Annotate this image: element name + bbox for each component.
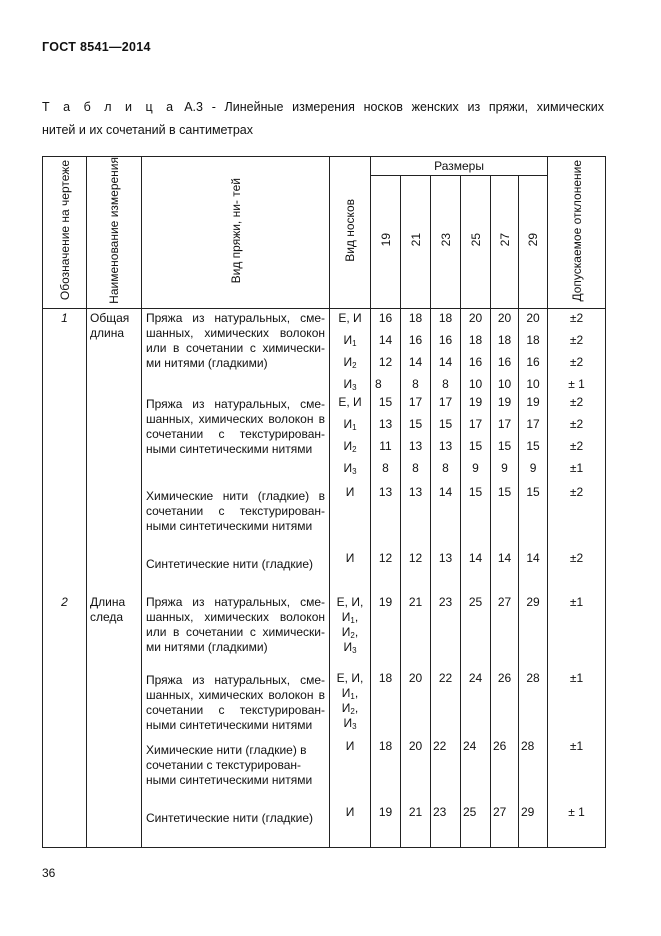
sock-type-cell: Е, И $И_1$ $И_2$ $И_3$ Е, И $И_1$ $И_2$ $И_3$ И И xyxy=(330,308,371,593)
yarn-cell: Пряжа из натуральных, сме- шанных, химических волокон или в сочетании с химически- ми нитями (гладкими) Пряжа из натуральных, сме- шанных, химических волокон в сочетании с текстурирован- ными синтетическими нитями Химические нити (гладкие) в сочетании с текстурирован- ными синтетическими нитями Синтетические нити (гладкие) xyxy=(142,593,330,848)
header-measurement: Наименование измерения xyxy=(87,157,142,309)
measurements-table xyxy=(42,156,606,848)
sock-multi: Е, И, $И_1$, $И_2$, $И_3$ xyxy=(336,594,364,655)
size-col: 27 26 26 27 xyxy=(491,593,519,848)
header-size: 25 xyxy=(461,176,491,309)
tolerance-cell: ±1 ±1 ±1 ± 1 xyxy=(548,593,606,848)
sock-multi: Е, И, $И_1$, $И_2$, $И_3$ xyxy=(336,670,364,731)
size-col: 20 18 16 10 19 17 15 9 15 14 xyxy=(491,308,519,593)
size-col: 25 24 24 25 xyxy=(461,593,491,848)
size-col: 29 28 28 29 xyxy=(519,593,548,848)
designation-cell: 1 xyxy=(43,308,87,593)
header-sock-type: Вид носков xyxy=(330,157,371,309)
page-number: 36 xyxy=(42,866,56,880)
header-size: 19 xyxy=(371,176,401,309)
measurement-cell: Длина следа xyxy=(87,593,142,848)
caption-number: А.3 xyxy=(184,100,203,114)
table-row xyxy=(43,308,606,593)
measurement-cell: Общая длина xyxy=(87,308,142,593)
size-col: 16 14 12 8 15 13 11 8 13 12 xyxy=(371,308,401,593)
size-col: 23 22 22 23 xyxy=(431,593,461,848)
header-size: 21 xyxy=(401,176,431,309)
table-caption-line2: нитей и их сочетаний в сантиметрах xyxy=(42,123,253,137)
size-col: 19 18 18 19 xyxy=(371,593,401,848)
size-col: 18 16 14 8 17 15 13 8 14 13 xyxy=(431,308,461,593)
header-size: 23 xyxy=(431,176,461,309)
designation-cell: 2 xyxy=(43,593,87,848)
size-col: 21 20 20 21 xyxy=(401,593,431,848)
header-yarn-type: Вид пряжи, ни- тей xyxy=(142,157,330,309)
tolerance-cell: ±2 ±2 ±2 ± 1 ±2 ±2 ±2 ±1 ±2 ±2 xyxy=(548,308,606,593)
caption-label: Т а б л и ц а xyxy=(42,100,176,114)
size-col: 18 16 14 8 17 15 13 8 13 12 xyxy=(401,308,431,593)
caption-text-1: - Линейные измерения носков женских из пряжи, химических xyxy=(211,100,604,114)
yarn-cell: Пряжа из натуральных, сме- шанных, химических волокон или в сочетании с химически- ми нитями (гладкими) Пряжа из натуральных, сме- шанных, химических волокон в сочетании с текстурирован- ными синтетическими нитями Химические нити (гладкие) в сочетании с текстурирован- ными синтетическими нитями Синтетические нити (гладкие) xyxy=(142,308,330,593)
header-sizes: Размеры xyxy=(371,157,548,176)
sock-type-cell: Е, И, $И_1$, $И_2$, $И_3$ Е, И, $И_1$, $И_2$, $И_3$ И И xyxy=(330,593,371,848)
size-col: 20 18 16 10 19 17 15 9 15 14 xyxy=(461,308,491,593)
header-designation: Обозначение на чертеже xyxy=(43,157,87,309)
table-caption-line1 xyxy=(42,100,604,114)
standard-header: ГОСТ 8541—2014 xyxy=(42,40,151,54)
header-tolerance: Допускаемое отклонение xyxy=(548,157,606,309)
size-col: 20 18 16 10 19 17 15 9 15 14 xyxy=(519,308,548,593)
header-size: 27 xyxy=(491,176,519,309)
table-row xyxy=(43,593,606,848)
header-size: 29 xyxy=(519,176,548,309)
